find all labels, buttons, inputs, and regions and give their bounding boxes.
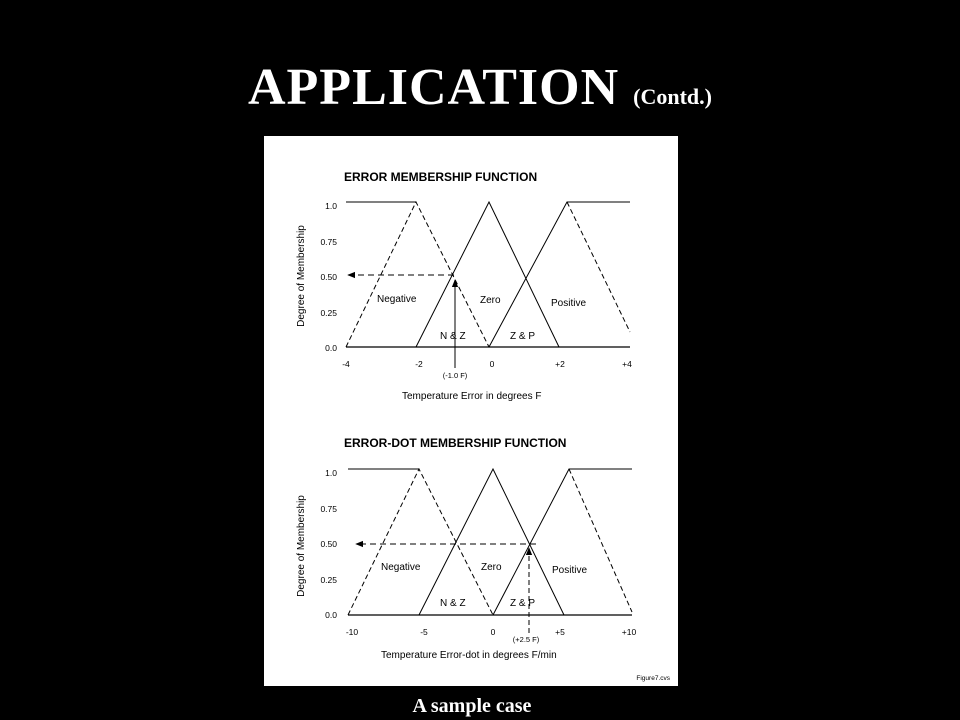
overlap-label-nz: N & Z	[440, 598, 466, 609]
zero-set-line	[416, 202, 559, 347]
y-axis-label: Degree of Membership	[296, 495, 307, 597]
y-tick-label: 0.75	[320, 237, 337, 247]
y-tick-label: 0.50	[320, 272, 337, 282]
negative-set-line	[346, 202, 489, 347]
x-tick-label: +4	[622, 359, 632, 369]
membership-figure	[264, 136, 678, 686]
positive-set-extension	[567, 202, 630, 332]
y-tick-label: 1.0	[325, 201, 337, 211]
error-dot-membership-chart	[296, 436, 636, 661]
positive-set-extension	[569, 469, 632, 612]
chart-title: ERROR MEMBERSHIP FUNCTION	[344, 170, 538, 184]
x-tick-label: +2	[555, 359, 565, 369]
x-tick-label: -4	[342, 359, 350, 369]
zero-set-line	[419, 469, 564, 615]
y-tick-label: 0.75	[320, 504, 337, 514]
x-tick-label: +10	[621, 627, 637, 637]
input-marker-label: (+2.5 F)	[512, 635, 540, 644]
set-label-negative: Negative	[377, 294, 417, 305]
chart-title: ERROR-DOT MEMBERSHIP FUNCTION	[344, 436, 567, 450]
x-tick-label: +5	[555, 627, 565, 637]
slide-title-main: APPLICATION	[247, 59, 620, 116]
y-tick-label: 0.0	[325, 343, 337, 353]
y-tick-label: 1.0	[325, 468, 337, 478]
y-tick-label: 0.0	[325, 610, 337, 620]
figure-caption: A sample case	[412, 695, 532, 717]
x-axis-label: Temperature Error-dot in degrees F/min	[381, 650, 557, 661]
set-label-positive: Positive	[552, 565, 588, 576]
x-tick-label: -2	[415, 359, 423, 369]
positive-set-line	[493, 469, 632, 615]
positive-set-line	[489, 202, 630, 347]
overlap-label-zp: Z & P	[510, 598, 536, 609]
y-tick-label: 0.50	[320, 539, 337, 549]
error-membership-chart	[296, 170, 632, 402]
slide-title	[0, 58, 960, 117]
y-tick-label: 0.25	[320, 308, 337, 318]
y-axis-label: Degree of Membership	[296, 225, 307, 327]
overlap-label-zp: Z & P	[510, 331, 536, 342]
y-tick-label: 0.25	[320, 575, 337, 585]
input-marker-label: (-1.0 F)	[442, 371, 468, 380]
overlap-label-nz: N & Z	[440, 331, 466, 342]
x-axis-label: Temperature Error in degrees F	[402, 391, 542, 402]
set-label-zero: Zero	[481, 562, 502, 573]
x-tick-label: 0	[490, 627, 496, 637]
negative-set-line	[348, 469, 493, 615]
set-label-negative: Negative	[381, 562, 421, 573]
figure-file-tag: Figure7.cvs	[636, 675, 670, 682]
x-tick-label: 0	[489, 359, 495, 369]
x-tick-label: -5	[420, 627, 428, 637]
set-label-zero: Zero	[480, 295, 501, 306]
x-tick-label: -10	[345, 627, 359, 637]
slide-title-suffix: (Contd.)	[633, 84, 712, 109]
set-label-positive: Positive	[551, 298, 587, 309]
